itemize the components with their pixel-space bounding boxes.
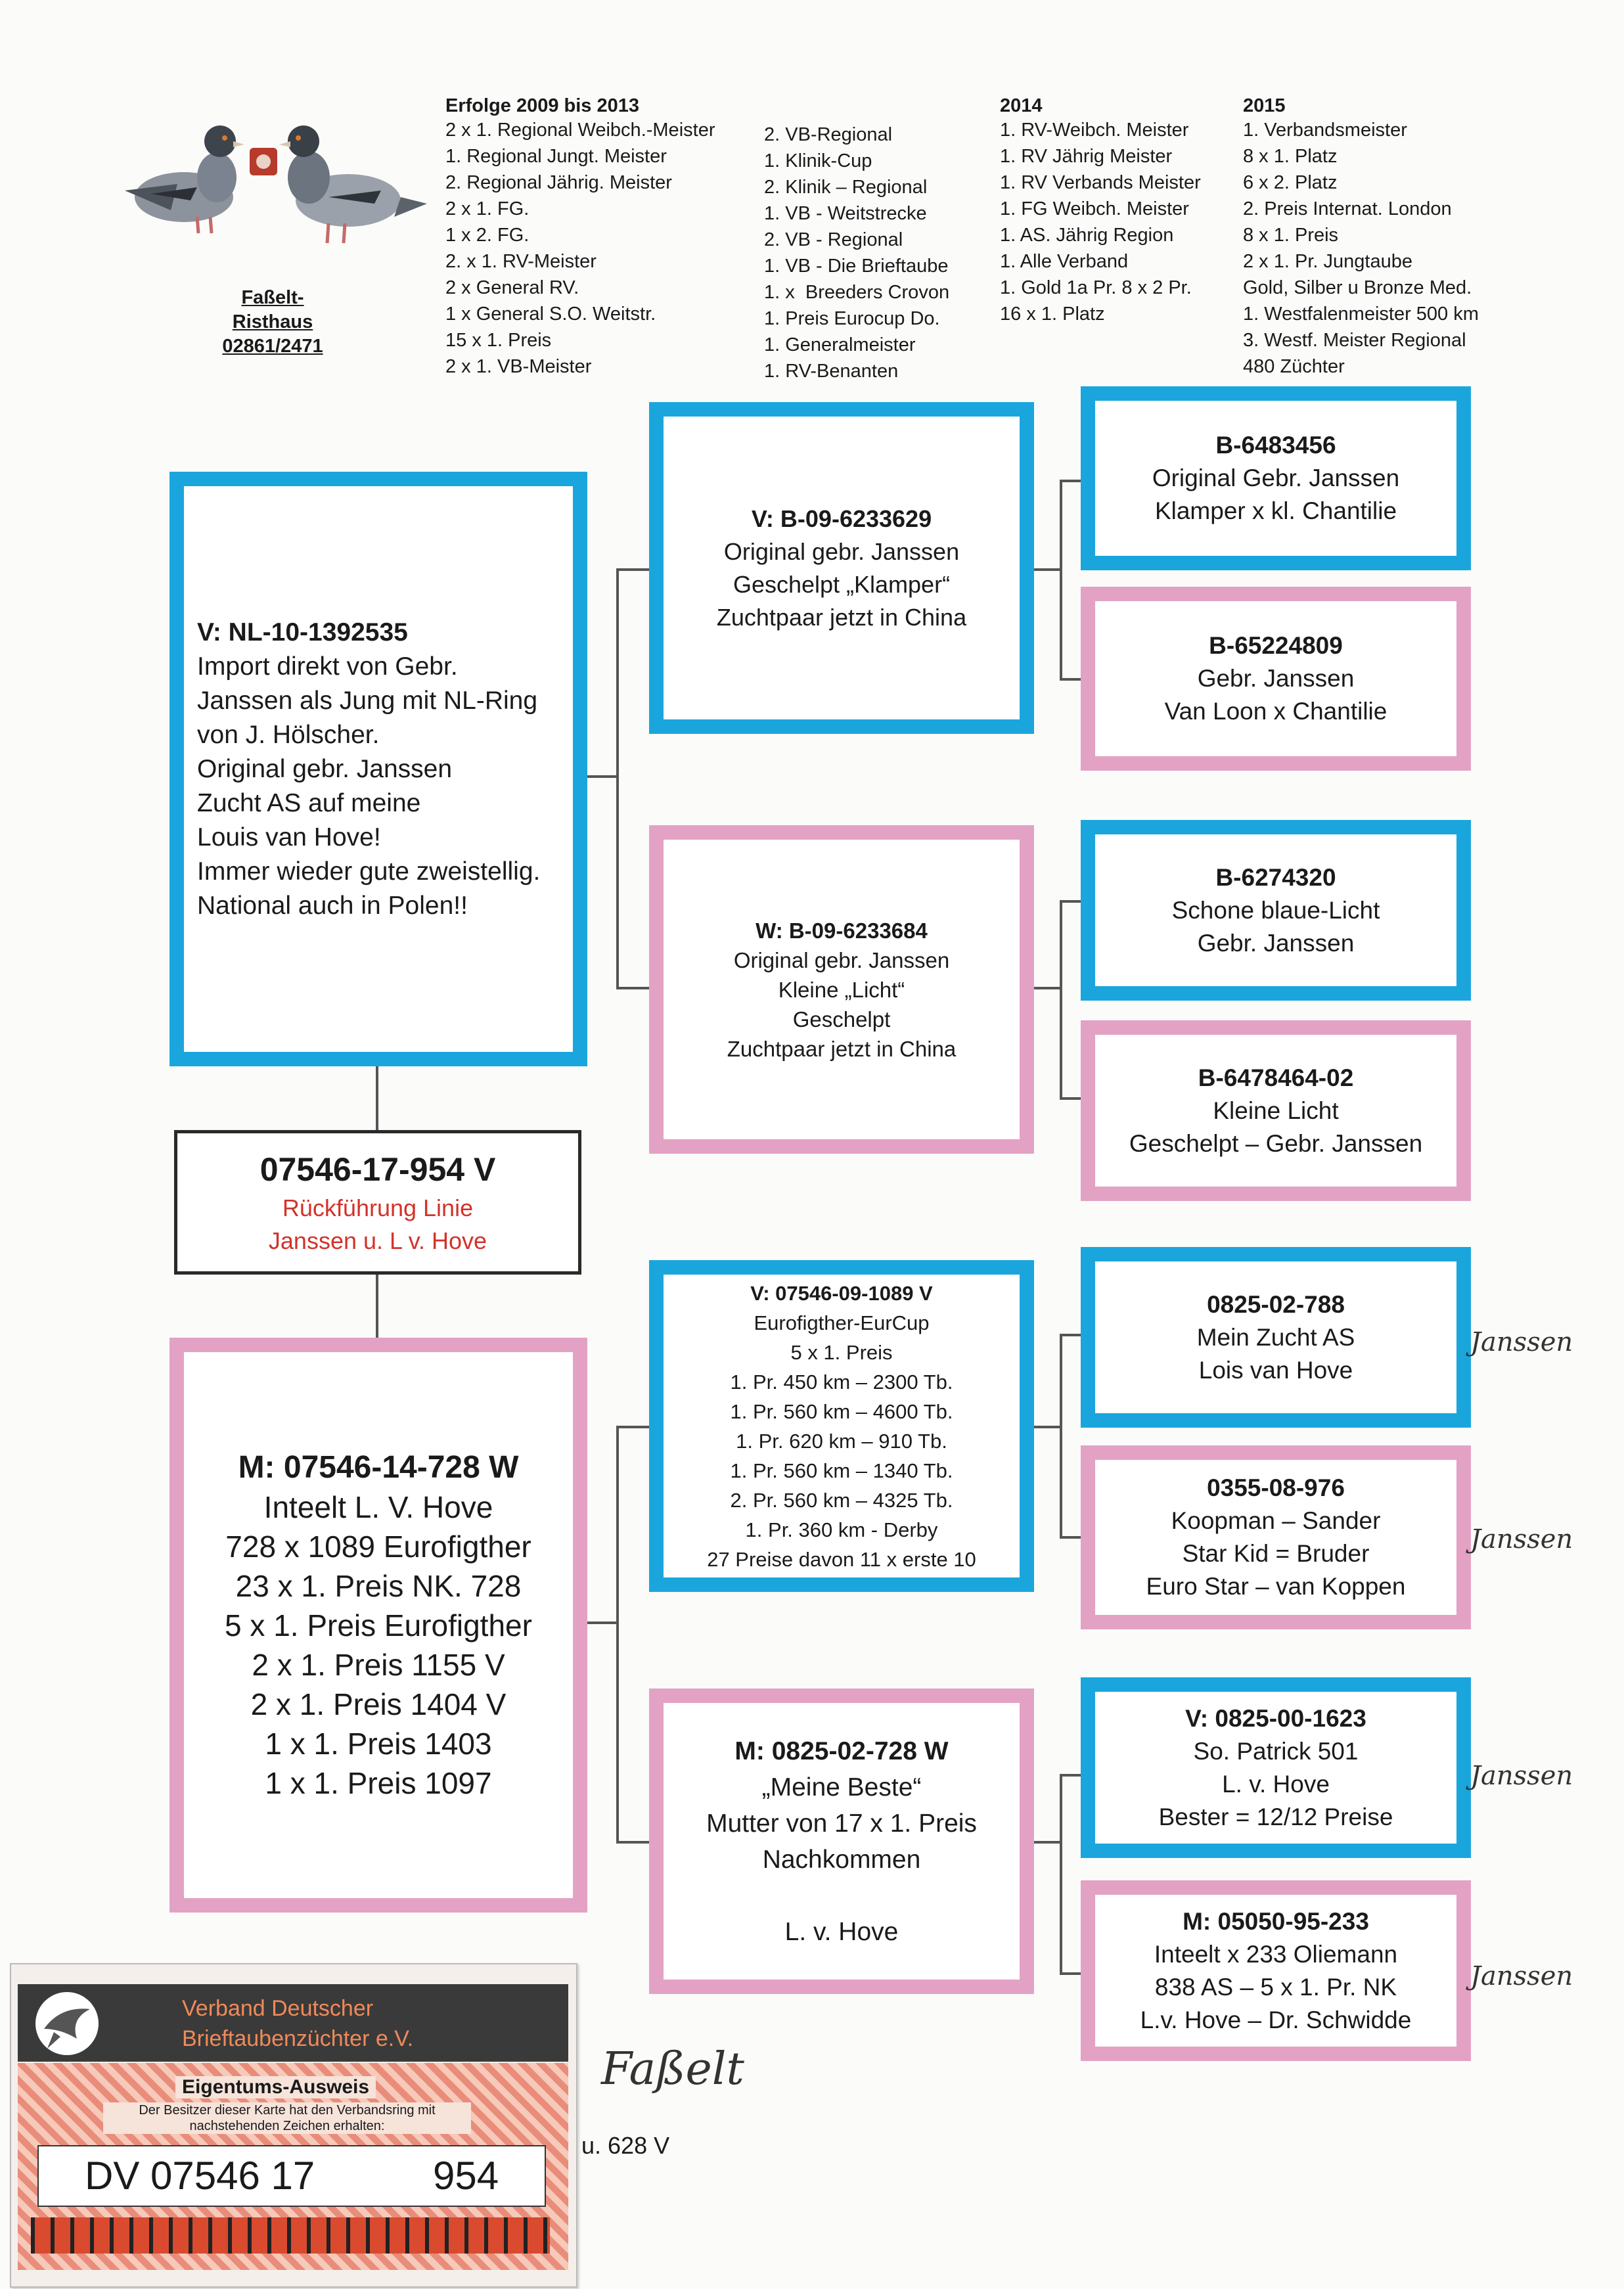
pedigree-line: L. v. Hove [784,1917,899,1946]
success-item: 2. VB-Regional [764,124,893,145]
successes-column-2009-2013-cont [764,122,1001,384]
success-item: 2. Klinik – Regional [764,177,928,198]
success-item: 15 x 1. Preis [445,330,552,351]
pedigree-line: Import direkt von Gebr. [197,652,458,681]
successes-column-2015 [1243,95,1532,380]
pedigree-line: 1. Pr. 560 km – 4600 Tb. [730,1399,953,1423]
pedigree-line: Original Gebr. Janssen [1152,465,1400,491]
handwritten-signature: Faßelt [601,2043,744,2095]
successes-column-2009-2013 [445,95,767,380]
pedigree-line: 1 x 1. Preis 1097 [265,1765,492,1800]
logo [112,118,427,263]
pedigree-line: Zuchtpaar jetzt in China [727,1036,957,1061]
pedigree-line: Euro Star – van Koppen [1146,1573,1406,1600]
pedigree-line: Inteelt L. V. Hove [263,1489,493,1524]
pigeon-left-icon [125,125,244,233]
pedigree-line: 838 AS – 5 x 1. Pr. NK [1154,1973,1397,2001]
pedigree-line: 23 x 1. Preis NK. 728 [235,1568,522,1603]
pedigree-line: Nachkommen [762,1845,921,1874]
success-item: 1. Klinik-Cup [764,150,872,171]
success-list [764,122,1001,384]
breeder-name-1: Faßelt- [241,287,304,308]
success-item: 1. RV-Benanten [764,361,899,382]
pedigree-line: Kleine Licht [1213,1097,1339,1124]
pedigree-line: Eurofigther-EurCup [754,1311,930,1334]
handwritten-janssen-3: Janssen [1470,1761,1573,1791]
sire-sire-box [649,402,1034,734]
card-title: Eigentums-Ausweis [175,2076,376,2098]
pedigree-line: 2. Pr. 560 km – 4325 Tb. [730,1488,953,1512]
pedigree-line: 2 x 1. Preis 1404 V [250,1687,507,1721]
card-org-line-1: Verband Deutscher [182,1996,374,2021]
success-item: 2. VB - Regional [764,229,903,250]
pedigree-line: Kleine „Licht“ [778,977,905,1002]
pigeons-logo-icon [112,118,427,263]
pedigree-line: 1. Pr. 620 km – 910 Tb. [736,1429,947,1453]
success-list [1243,117,1532,380]
ring-number: V: 0825-00-1623 [1185,1704,1366,1732]
success-item: 1. Regional Jungt. Meister [445,146,667,167]
success-item: 1. x Breeders Crovon [764,282,950,303]
ring-number: V: NL-10-1392535 [197,618,408,646]
card-header [18,1984,568,2062]
success-item: 2. x 1. RV-Meister [445,251,597,272]
dsd-box [1081,1445,1471,1629]
ring-number: M: 05050-95-233 [1183,1907,1369,1935]
success-item: 1. Verbandsmeister [1243,120,1407,141]
pedigree-line: L.v. Hove – Dr. Schwidde [1140,2006,1412,2033]
pedigree-line: Mutter von 17 x 1. Preis [706,1809,977,1838]
dam-box [169,1338,587,1913]
sdd-box [1081,1020,1471,1201]
pedigree-line: Zuchtpaar jetzt in China [716,603,967,631]
pedigree-line: Louis van Hove! [197,823,381,851]
success-item: 6 x 2. Platz [1243,172,1338,193]
pedigree-line: Gebr. Janssen [1197,929,1355,957]
sds-box [1081,820,1471,1001]
pedigree-line: Van Loon x Chantilie [1164,698,1387,725]
card-ring-number: 954 [433,2154,499,2198]
pedigree-line: Original gebr. Janssen [197,754,453,783]
success-item: 2 x 1. FG. [445,198,530,219]
success-item: 1. VB - Die Brieftaube [764,256,949,277]
pedigree-line: „Meine Beste“ [761,1773,922,1802]
dove-icon [31,1989,103,2058]
ring-number: 0825-02-788 [1207,1290,1345,1318]
success-item: 1. Alle Verband [1000,251,1129,272]
success-item: 1. RV Verbands Meister [1000,172,1201,193]
pedigree-line: Gebr. Janssen [1197,665,1355,692]
dss-box [1081,1247,1471,1428]
card-text: Der Besitzer dieser Karte hat den Verbandsring mit nachstehenden Zeichen erhalten: [103,2102,471,2134]
ssd-box [1081,587,1471,771]
card-ornament-band [31,2217,550,2254]
success-item: 1. Gold 1a Pr. 8 x 2 Pr. [1000,277,1192,298]
ring-number: W: B-09-6233684 [756,918,928,943]
success-item: 1. VB - Weitstrecke [764,203,927,224]
success-item: 2. Preis Internat. London [1243,198,1452,219]
pedigree-line: Schone blaue-Licht [1171,896,1380,924]
subject-ring: 07546-17-954 V [259,1151,496,1188]
success-list [445,117,767,380]
pedigree-line: 1. Pr. 360 km - Derby [745,1518,938,1541]
success-item: 2 x 1. VB-Meister [445,356,592,377]
pedigree-line: Bester = 12/12 Preise [1158,1803,1393,1830]
subject-box [174,1130,581,1275]
dam-dam-box [649,1688,1034,1994]
ring-number: 0355-08-976 [1207,1474,1345,1501]
ring-number: M: 07546-14-728 W [238,1449,519,1485]
column-title: 2014 [1000,95,1043,116]
breeder-phone: 02861/2471 [222,336,323,357]
ring-number: B-6483456 [1215,432,1336,459]
success-item: 1. RV-Weibch. Meister [1000,120,1189,141]
success-item: 1. AS. Jährig Region [1000,225,1174,246]
bottom-note: u. 628 V [581,2132,670,2159]
dds-box [1081,1677,1471,1858]
success-item: 2 x General RV. [445,277,579,298]
success-list [1000,117,1250,327]
successes-column-2014 [1000,95,1250,327]
dam-sire-box [649,1260,1034,1592]
pedigree-line: 728 x 1089 Eurofigther [225,1529,531,1564]
success-item: 2 x 1. Pr. Jungtaube [1243,251,1412,272]
pedigree-line: 1. Pr. 560 km – 1340 Tb. [730,1459,953,1482]
subject-line-1: Rückführung Linie [282,1194,474,1221]
ring-number: M: 0825-02-728 W [734,1736,949,1765]
pedigree-line: Zucht AS auf meine [197,788,421,817]
sire-box [169,472,587,1066]
success-item: 1. Preis Eurocup Do. [764,308,940,329]
pedigree-line: Star Kid = Bruder [1182,1540,1370,1567]
pedigree-line: Geschelpt [792,1007,891,1031]
pedigree-line: 2 x 1. Preis 1155 V [252,1647,505,1682]
breeder-name-2: Risthaus [232,311,313,332]
sire-dam-box [649,825,1034,1154]
card-org-line-2: Brieftaubenzüchter e.V. [182,2026,414,2051]
pedigree-line: 5 x 1. Preis Eurofigther [225,1608,532,1643]
ring-number: B-65224809 [1209,632,1343,659]
pedigree-line: Klamper x kl. Chantilie [1154,497,1397,524]
pedigree-line: 1 x 1. Preis 1403 [265,1726,492,1761]
ring-number: B-6478464-02 [1198,1064,1354,1091]
pedigree-line: So. Patrick 501 [1193,1737,1359,1765]
pedigree-line [838,1878,846,1914]
success-item: 2. Regional Jährig. Meister [445,172,672,193]
ring-number: V: 07546-09-1089 V [750,1281,933,1305]
pedigree-line: Koopman – Sander [1171,1507,1381,1534]
success-item: 2 x 1. Regional Weibch.-Meister [445,120,715,141]
pedigree-line: Geschelpt – Gebr. Janssen [1129,1129,1423,1157]
pedigree-line: Janssen als Jung mit NL-Ring [197,686,538,715]
ring-number: V: B-09-6233629 [751,505,932,532]
handwritten-janssen-2: Janssen [1470,1524,1573,1554]
column-title: Erfolge 2009 bis 2013 [445,95,639,116]
success-item: 1 x 2. FG. [445,225,530,246]
subject-line-2: Janssen u. L v. Hove [268,1227,487,1254]
column-title: 2015 [1243,95,1286,116]
success-item: 3. Westf. Meister Regional [1243,330,1466,351]
card-ring-field [37,2145,546,2207]
pedigree-line: Mein Zucht AS [1196,1323,1355,1351]
pedigree-line: L. v. Hove [1222,1770,1330,1798]
breeder-address [197,286,348,359]
pedigree-line: von J. Hölscher. [197,720,380,749]
pedigree-line: Geschelpt „Klamper“ [733,570,951,598]
pedigree-line: 27 Preise davon 11 x erste 10 [707,1547,976,1571]
pedigree-line: Inteelt x 233 Oliemann [1154,1940,1398,1968]
ownership-card [10,1963,577,2288]
pedigree-line: National auch in Polen!! [197,891,468,920]
pedigree-line: Original gebr. Janssen [733,947,950,972]
success-item: 480 Züchter [1243,356,1345,377]
success-item: 1. RV Jährig Meister [1000,146,1173,167]
success-item: 1. Generalmeister [764,334,916,355]
success-item: 1. Westfalenmeister 500 km [1243,304,1479,325]
card-ring-prefix: DV 07546 17 [85,2154,315,2198]
pedigree-line: 5 x 1. Preis [790,1340,893,1364]
ddd-box [1081,1880,1471,2061]
success-item: 8 x 1. Preis [1243,225,1339,246]
success-item: 1. FG Weibch. Meister [1000,198,1189,219]
pedigree-line: Lois van Hove [1198,1356,1353,1384]
success-item: 8 x 1. Platz [1243,146,1338,167]
pigeon-right-icon [279,125,427,243]
handwritten-janssen-4: Janssen [1470,1961,1573,1991]
sss-box [1081,386,1471,570]
success-item: 1 x General S.O. Weitstr. [445,304,656,325]
success-item: Gold, Silber u Bronze Med. [1243,277,1472,298]
ring-number: B-6274320 [1215,863,1336,891]
success-item: 16 x 1. Platz [1000,304,1105,325]
handwritten-janssen-1: Janssen [1470,1327,1573,1357]
pedigree-line: Original gebr. Janssen [723,537,960,565]
pedigree-line: Immer wieder gute zweistellig. [197,857,541,886]
pedigree-line: 1. Pr. 450 km – 2300 Tb. [730,1370,953,1394]
